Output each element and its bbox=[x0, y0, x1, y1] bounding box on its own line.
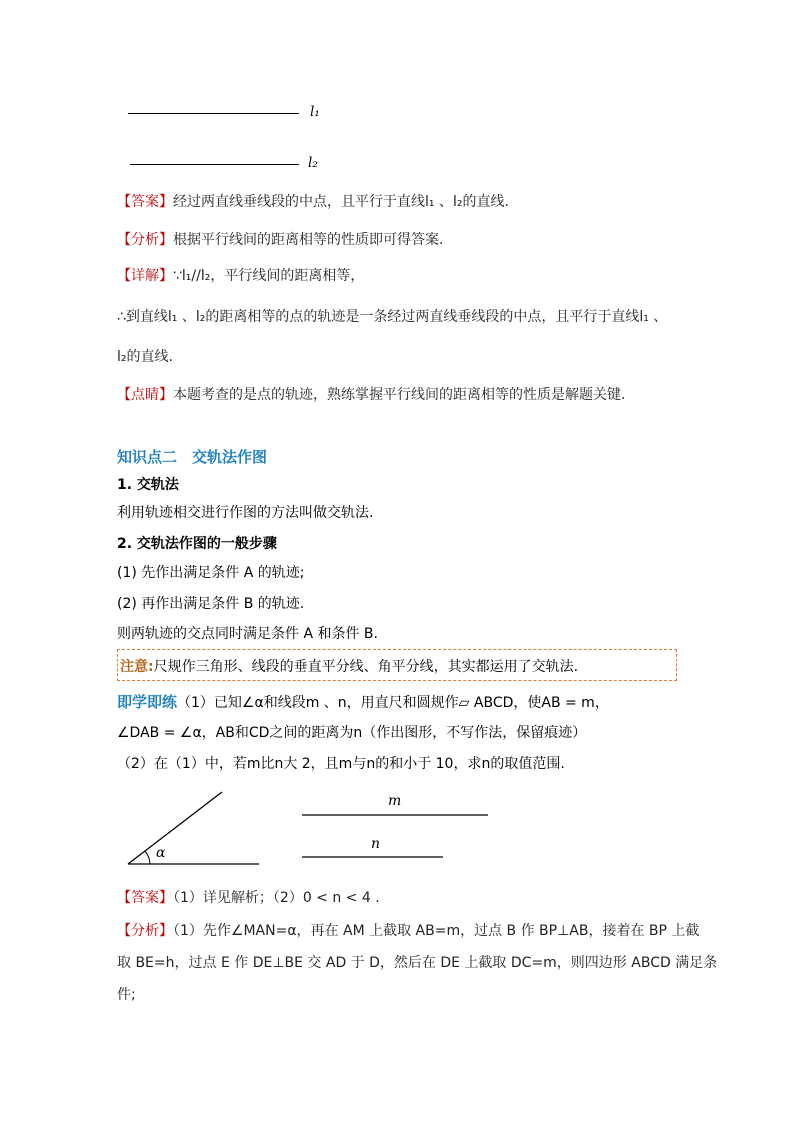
angle-side-upper bbox=[128, 792, 222, 864]
section-step-2: (2) 再作出满足条件 B 的轨迹. bbox=[117, 596, 305, 612]
line-l2 bbox=[130, 164, 299, 165]
section-paragraph-2: 则两轨迹的交点同时满足条件 A 和条件 B. bbox=[117, 626, 378, 642]
answer-2-text: （1）详见解析；（2）0 < n < 4 . bbox=[173, 890, 380, 906]
note-label: 注意: bbox=[120, 659, 154, 675]
section-heading-1: 1. 交轨法 bbox=[117, 477, 179, 493]
answer-1-text: 经过两直线垂线段的中点，且平行于直线l₁ 、l₂的直线. bbox=[173, 194, 509, 210]
angle-arc bbox=[145, 851, 150, 864]
analysis-2-line2: 取 BE=h，过点 E 作 DE⊥BE 交 AD 于 D，然后在 DE 上截取 DC=m，则四边形 ABCD 满足条 bbox=[117, 955, 718, 971]
exercise-q2: （2）在（1）中，若m比n大 2，且m与n的和小于 10，求n的取值范围. bbox=[117, 756, 565, 772]
comment-1-text: 本题考查的是点的轨迹，熟练掌握平行线间的距离相等的性质是解题关键. bbox=[173, 387, 626, 403]
detail-1-line2: ∴到直线l₁ 、l₂的距离相等的点的轨迹是一条经过两直线垂线段的中点，且平行于直线l₁ 、 bbox=[117, 309, 668, 325]
note bbox=[120, 656, 578, 676]
n-label: n bbox=[371, 836, 381, 852]
alpha-label: α bbox=[156, 845, 166, 861]
l2-label: l₂ bbox=[308, 155, 318, 171]
analysis-1-tag: 【分析】 bbox=[117, 232, 173, 248]
analysis-2 bbox=[117, 920, 699, 940]
analysis-1-text: 根据平行线间的距离相等的性质即可得答案. bbox=[173, 232, 444, 248]
section-heading-2: 2. 交轨法作图的一般步骤 bbox=[117, 536, 277, 552]
section-title: 知识点二 交轨法作图 bbox=[117, 448, 268, 466]
analysis-2-line3: 件; bbox=[117, 987, 136, 1003]
analysis-1 bbox=[117, 229, 443, 249]
section-step-1: (1) 先作出满足条件 A 的轨迹; bbox=[117, 565, 305, 581]
exercise-line-1 bbox=[117, 691, 609, 712]
comment-1 bbox=[117, 384, 625, 404]
line-l1 bbox=[128, 113, 299, 114]
l1-label: l₁ bbox=[310, 104, 320, 120]
answer-1-tag: 【答案】 bbox=[117, 194, 173, 210]
analysis-2-line1: （1）先作∠MAN=α，再在 AM 上截取 AB=m，过点 B 作 BP⊥AB，接着在 BP 上截 bbox=[173, 923, 700, 939]
exercise-label: 即学即练 bbox=[117, 693, 178, 711]
m-label: m bbox=[388, 793, 402, 809]
detail-1-line1: ∵l₁//l₂，平行线间的距离相等， bbox=[173, 268, 365, 284]
answer-2-tag: 【答案】 bbox=[117, 890, 173, 906]
analysis-2-tag: 【分析】 bbox=[117, 923, 173, 939]
comment-1-tag: 【点睛】 bbox=[117, 387, 173, 403]
answer-1 bbox=[117, 191, 509, 211]
exercise-q1-line2: ∠DAB = ∠α，AB和CD之间的距离为n（作出图形，不写作法，保留痕迹） bbox=[117, 725, 587, 741]
detail-1-line3: l₂的直线. bbox=[117, 349, 173, 365]
note-text: 尺规作三角形、线段的垂直平分线、角平分线，其实都运用了交轨法. bbox=[153, 659, 579, 675]
answer-2 bbox=[117, 887, 380, 907]
exercise-q1-line1: （1）已知∠α和线段m 、n，用直尺和圆规作▱ ABCD，使AB = m， bbox=[177, 695, 609, 711]
section-paragraph-1: 利用轨迹相交进行作图的方法叫做交轨法. bbox=[117, 505, 374, 521]
detail-1 bbox=[117, 265, 364, 285]
detail-1-tag: 【详解】 bbox=[117, 268, 173, 284]
